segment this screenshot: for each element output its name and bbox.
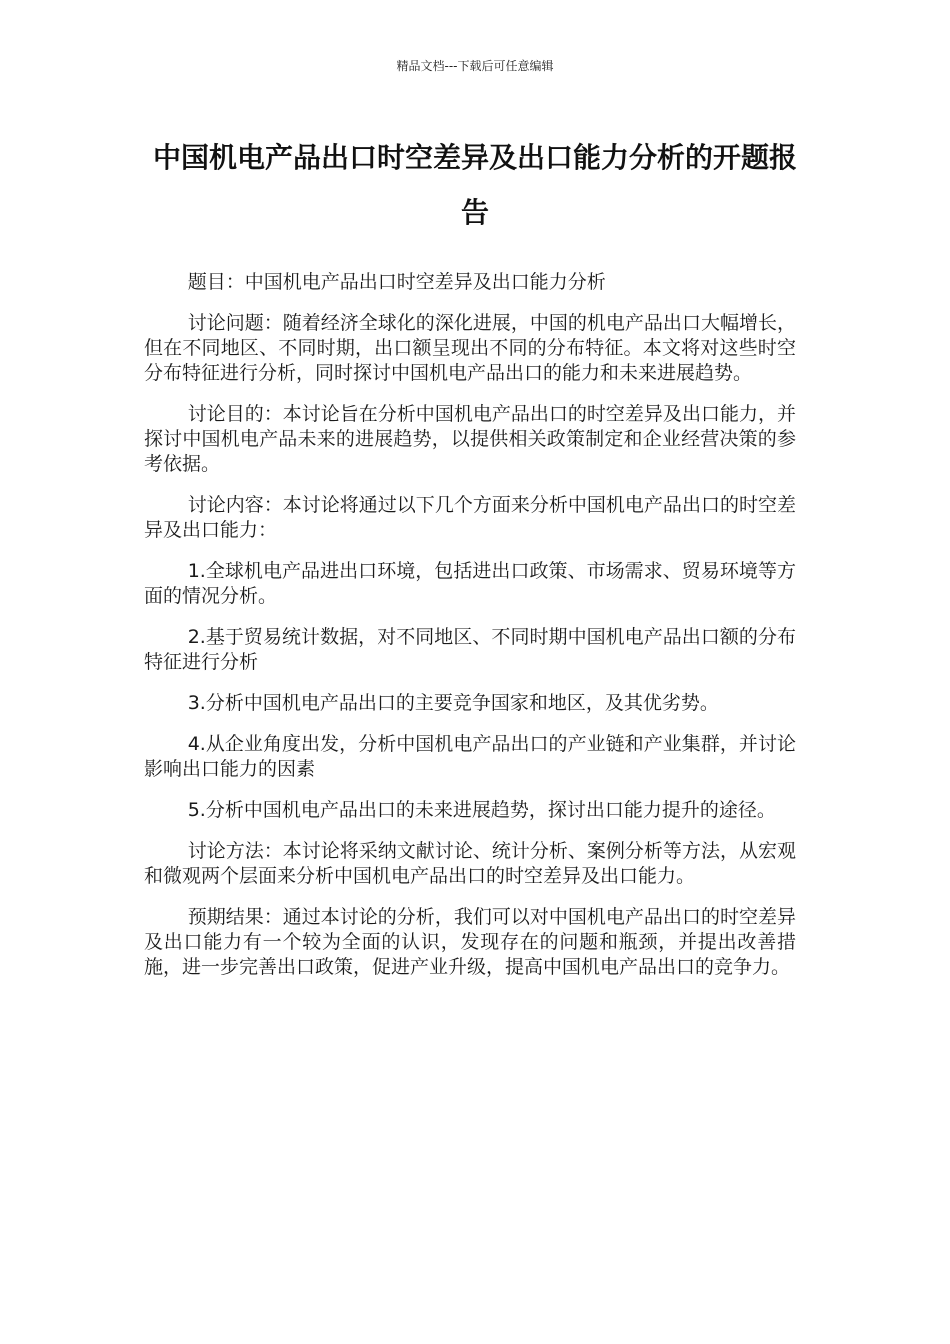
paragraph-question: 讨论问题：随着经济全球化的深化进展，中国的机电产品出口大幅增长，但在不同地区、不同时期，出口额呈现出不同的分布特征。本文将对这些时空分布特征进行分析，同时探讨中国机电产品出口的能力和未来进展趋势。 (144, 312, 796, 384)
paragraph-item-4: 4.从企业角度出发，分析中国机电产品出口的产业链和产业集群，并讨论影响出口能力的因素 (144, 733, 796, 780)
paragraph-item-1: 1.全球机电产品进出口环境，包括进出口政策、市场需求、贸易环境等方面的情况分析。 (144, 560, 796, 607)
paragraph-expected-result: 预期结果：通过本讨论的分析，我们可以对中国机电产品出口的时空差异及出口能力有一个较为全面的认识，发现存在的问题和瓶颈，并提出改善措施，进一步完善出口政策，促进产业升级，提高中国机电产品出口的竞争力。 (144, 906, 796, 978)
document-body (144, 270, 796, 996)
paragraph-purpose: 讨论目的：本讨论旨在分析中国机电产品出口的时空差异及出口能力，并探讨中国机电产品未来的进展趋势，以提供相关政策制定和企业经营决策的参考依据。 (144, 403, 796, 475)
paragraph-method: 讨论方法：本讨论将采纳文献讨论、统计分析、案例分析等方法，从宏观和微观两个层面来分析中国机电产品出口的时空差异及出口能力。 (144, 840, 796, 887)
paragraph-content: 讨论内容：本讨论将通过以下几个方面来分析中国机电产品出口的时空差异及出口能力： (144, 494, 796, 541)
paragraph-item-2: 2.基于贸易统计数据，对不同地区、不同时期中国机电产品出口额的分布特征进行分析 (144, 626, 796, 673)
paragraph-item-5: 5.分析中国机电产品出口的未来进展趋势，探讨出口能力提升的途径。 (187, 799, 776, 821)
paragraph-item-3: 3.分析中国机电产品出口的主要竞争国家和地区，及其优劣势。 (187, 692, 719, 714)
document-title: 中国机电产品出口时空差异及出口能力分析的开题报告 (152, 141, 797, 229)
page-header: 精品文档---下载后可任意编辑 (396, 59, 554, 73)
paragraph-topic: 题目：中国机电产品出口时空差异及出口能力分析 (187, 271, 606, 293)
